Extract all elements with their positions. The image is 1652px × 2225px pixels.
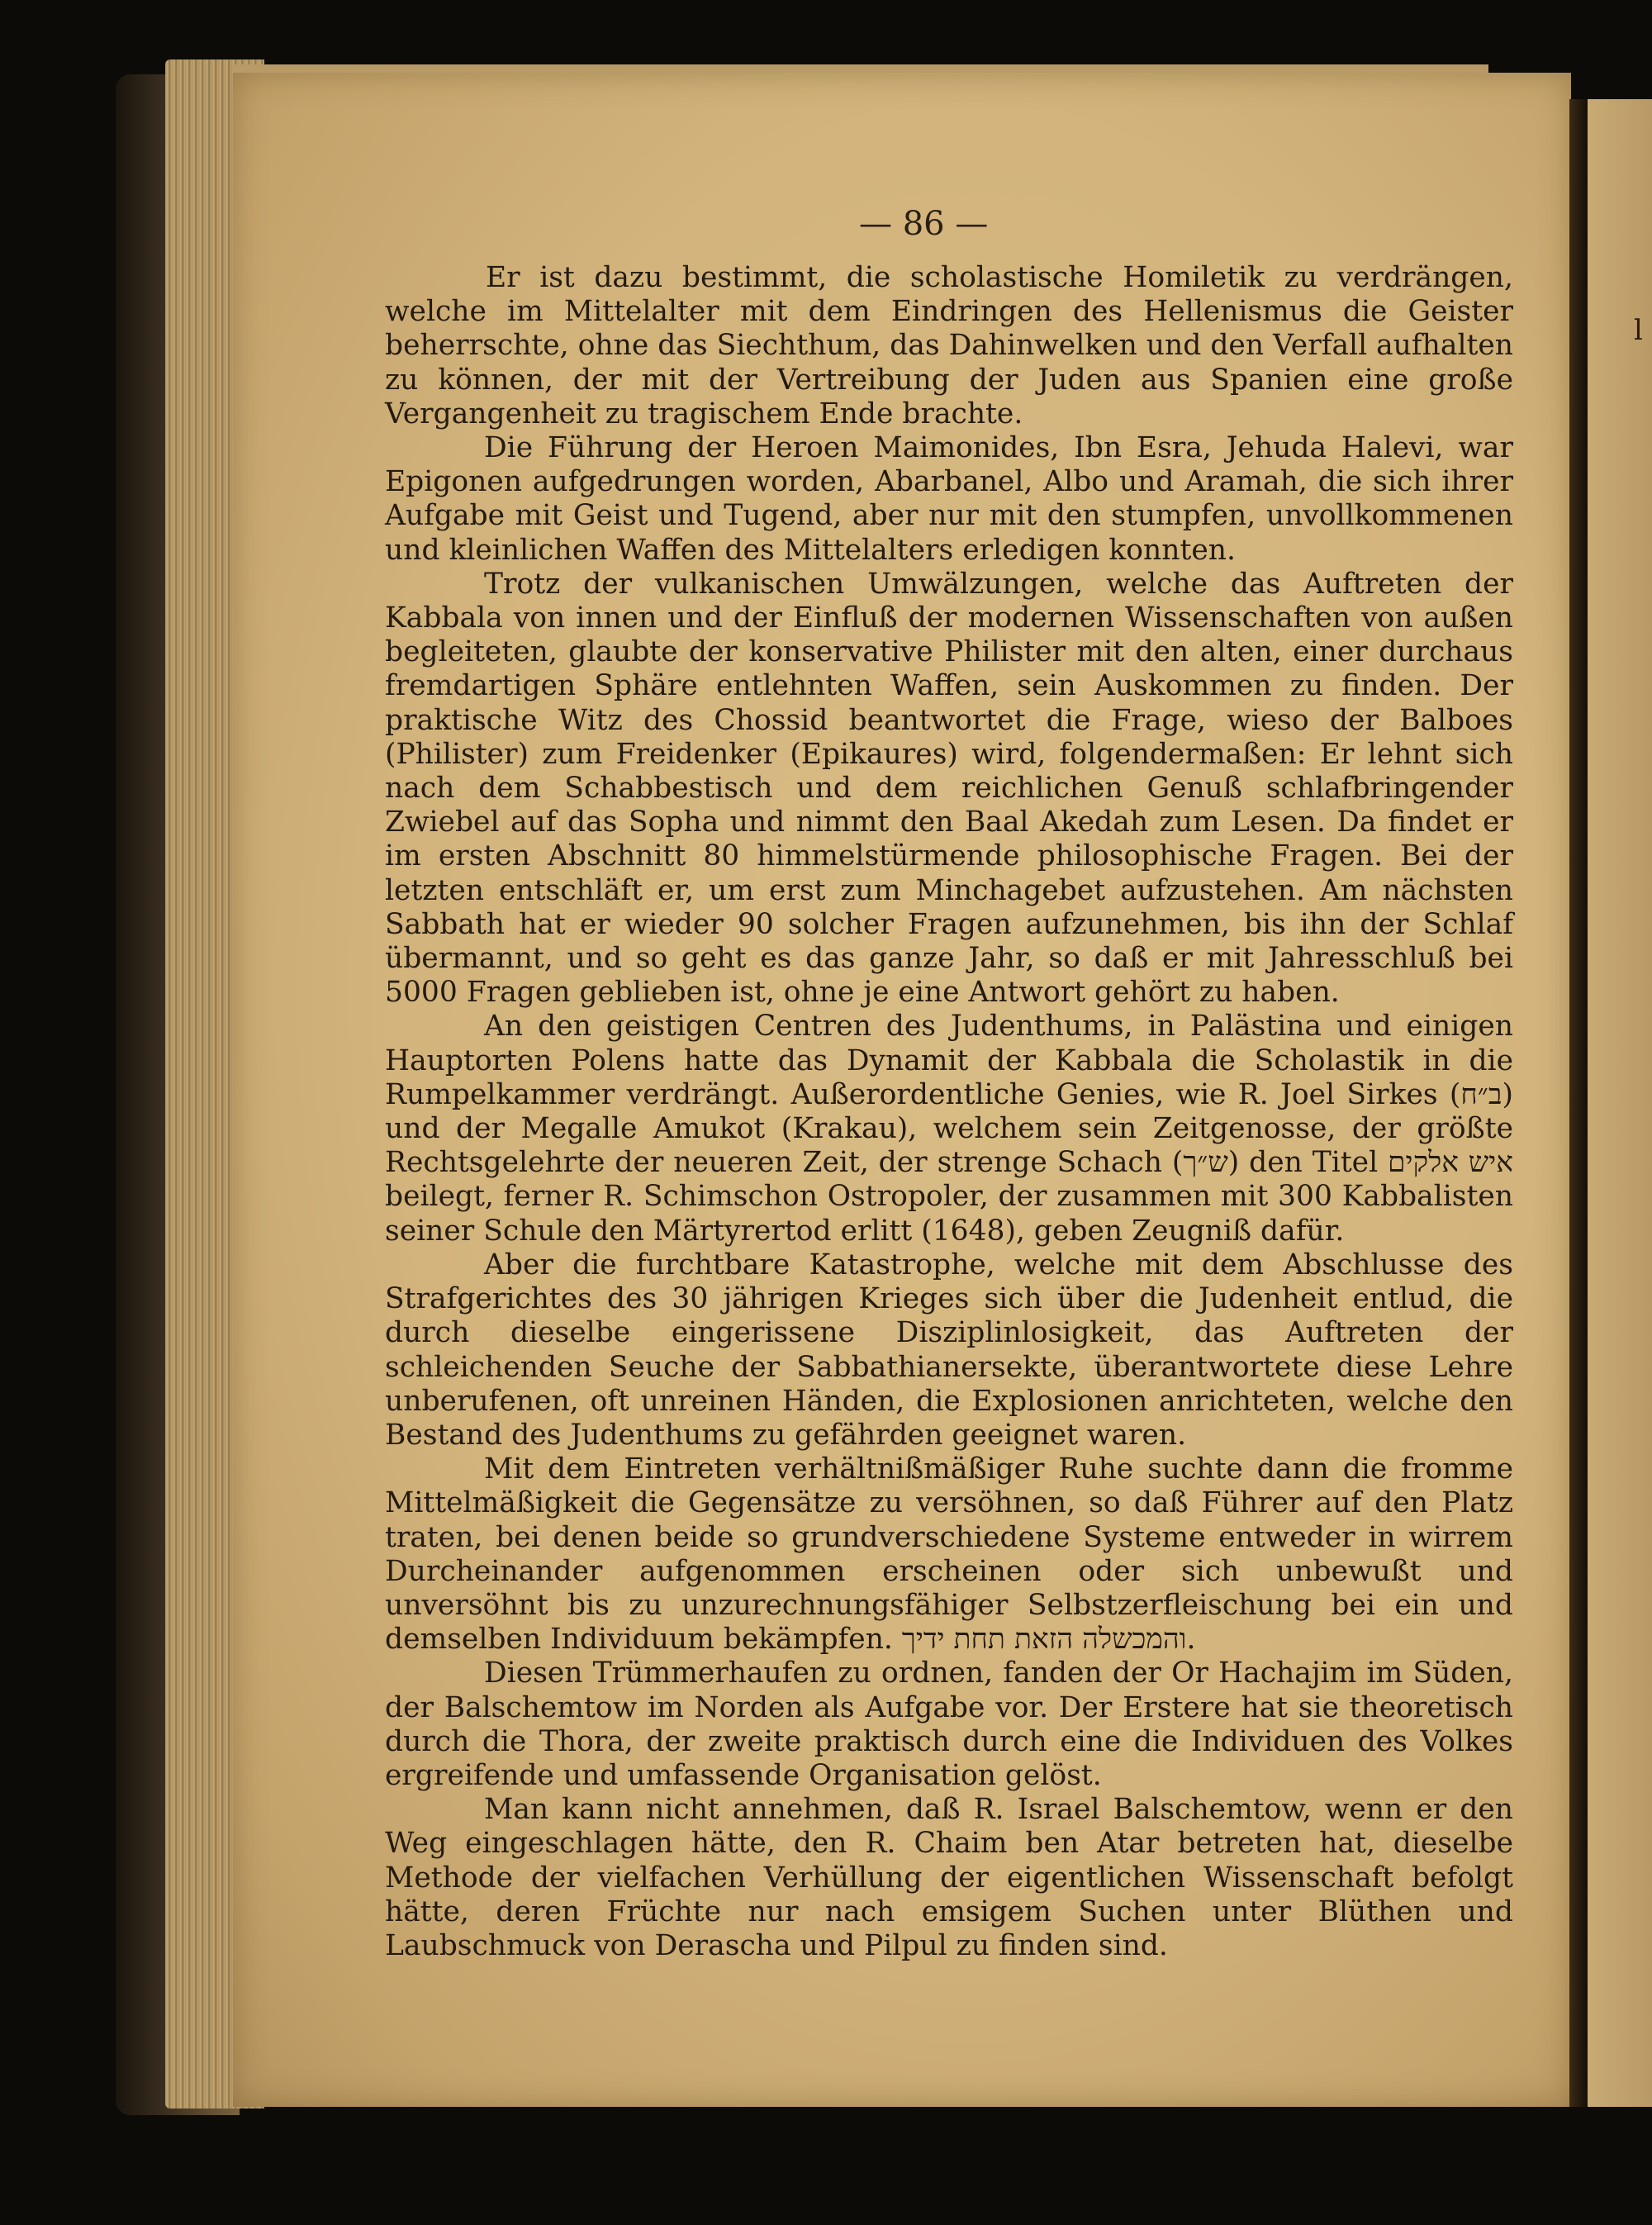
paragraph-8: Man kann nicht annehmen, daß R. Israel Balschemtow, wenn er den Weg eingeschlagen hätte, den R. Chaim ben Atar betreten hat, dieselbe Methode der vielfachen Verhüllung der eigentlichen Wissenschaft befolgt hätte, deren Früchte nur nach emsigem Suchen unter Blüthen und Laubschmuck von Derascha und Pilpul zu finden sind. bbox=[385, 1793, 1513, 1962]
facing-page bbox=[1588, 99, 1652, 2107]
paragraph-7: Diesen Trümmerhaufen zu ordnen, fanden der Or Hachajim im Süden, der Balschemtow im Norden als Aufgabe vor. Der Erstere hat sie theoretisch durch die Thora, der zweite praktisch durch eine die Individuen des Volkes ergreifende und umfassende Organisation gelöst. bbox=[385, 1657, 1513, 1792]
body-text bbox=[385, 261, 1513, 1963]
paragraph-2: Die Führung der Heroen Maimonides, Ibn Esra, Jehuda Halevi, war Epigonen aufgedrungen worden, Abarbanel, Albo und Aramah, die sich ihrer Aufgabe mit Geist und Tugend, aber nur mit den stumpfen, unvollkommenen und kleinlichen Waffen des Mittelalters erledigen konnten. bbox=[385, 431, 1513, 567]
page-number: — 86 — bbox=[859, 205, 989, 243]
facing-page-fragment: l bbox=[1634, 314, 1643, 347]
paragraph-5: Aber die furchtbare Katastrophe, welche mit dem Abschlusse des Strafgerichtes des 30 jährigen Krieges sich über die Judenheit entlud, die durch dieselbe eingerissene Disziplinlosigkeit, das Auftreten der schleichenden Seuche der Sabbathianersekte, überantwortete diese Lehre unberufenen, oft unreinen Händen, die Explosionen anrichteten, welche den Bestand des Judenthums zu gefährden geeignet waren. bbox=[385, 1248, 1513, 1452]
paragraph-6: Mit dem Eintreten verhältnißmäßiger Ruhe suchte dann die fromme Mittelmäßigkeit die Gegensätze zu versöhnen, so daß Führer auf den Platz traten, bei denen beide so grundverschiedene Systeme entweder in wirrem Durcheinander aufgenommen erscheinen oder sich unbewußt und unversöhnt bis zu unzurechnungsfähiger Selbstzerfleischung bei ein und demselben Individuum bekämpfen. והמכשלה הזאת תחת ידיך. bbox=[385, 1452, 1513, 1657]
paragraph-4: An den geistigen Centren des Judenthums, in Palästina und einigen Hauptorten Polens hatte das Dynamit der Kabbala die Scholastik in die Rumpelkammer verdrängt. Außerordentliche Genies, wie R. Joel Sirkes (ב״ח) und der Megalle Amukot (Krakau), welchem sein Zeitgenosse, der größte Rechtsgelehrte der neueren Zeit, der strenge Schach (ש״ך) den Titel איש אלקים beilegt, ferner R. Schimschon Ostropoler, der zusammen mit 300 Kabbalisten seiner Schule den Märtyrertod erlitt (1648), geben Zeugniß dafür. bbox=[385, 1010, 1513, 1248]
paragraph-3: Trotz der vulkanischen Umwälzungen, welche das Auftreten der Kabbala von innen und der Einfluß der modernen Wissenschaften von außen begleiteten, glaubte der konservative Philister mit den alten, einer durchaus fremdartigen Sphäre entlehnten Waffen, sein Auskommen zu finden. Der praktische Witz des Chossid beantwortet die Frage, wieso der Balboes (Philister) zum Freidenker (Epikaures) wird, folgendermaßen: Er lehnt sich nach dem Schabbestisch und dem reichlichen Genuß schlafbringender Zwiebel auf das Sopha und nimmt den Baal Akedah zum Lesen. Da findet er im ersten Abschnitt 80 himmelstürmende philosophische Fragen. Bei der letzten entschläft er, um erst zum Minchagebet aufzustehen. Am nächsten Sabbath hat er wieder 90 solcher Fragen aufzunehmen, bis ihn der Schlaf übermannt, und so geht es das ganze Jahr, so daß er mit Jahresschluß bei 5000 Fragen geblieben ist, ohne je eine Antwort gehört zu haben. bbox=[385, 567, 1513, 1010]
book-gutter bbox=[1569, 99, 1588, 2107]
paragraph-1: Er ist dazu bestimmt, die scholastische Homiletik zu verdrängen, welche im Mittelalter mit dem Eindringen des Hellenismus die Geister beherrschte, ohne das Siechthum, das Dahinwelken und den Verfall aufhalten zu können, der mit der Vertreibung der Juden aus Spanien eine große Vergangenheit zu tragischem Ende brachte. bbox=[385, 261, 1513, 430]
